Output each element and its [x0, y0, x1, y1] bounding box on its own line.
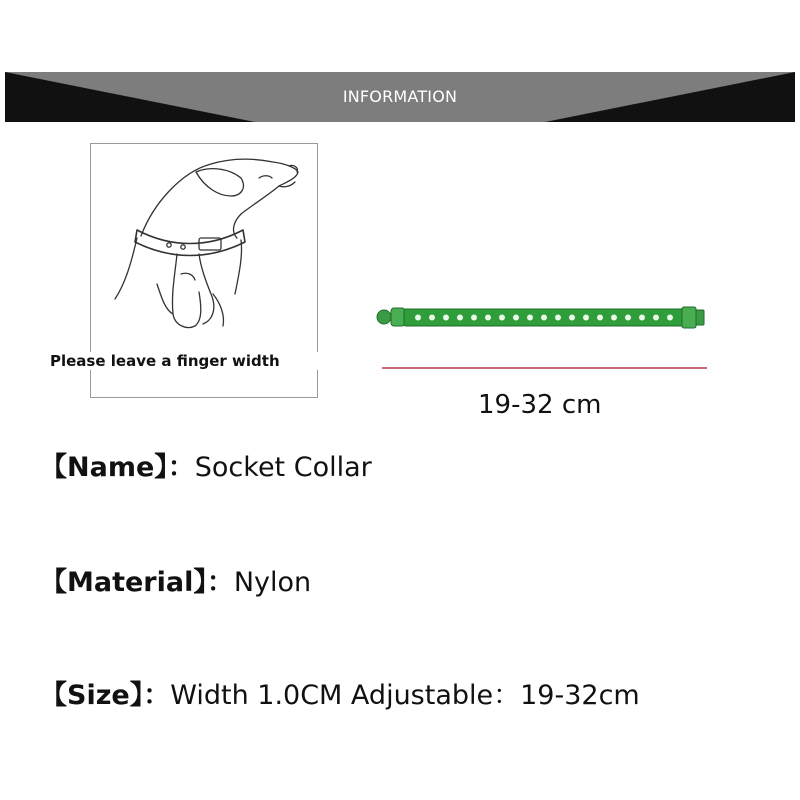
spec-name-label: 【Name】： — [40, 452, 195, 483]
spec-material-label: 【Material】： — [40, 567, 234, 598]
spec-material-value: Nylon — [233, 567, 312, 598]
spec-material-row — [40, 560, 311, 599]
banner-title: INFORMATION — [342, 87, 458, 106]
spec-size-value: Width 1.0CM Adjustable：19-32cm — [170, 680, 640, 711]
spec-name-value: Socket Collar — [194, 452, 372, 483]
information-banner — [5, 72, 795, 122]
finger-width-caption: Please leave a finger width — [50, 352, 320, 370]
paw-print-collar-icon — [374, 298, 714, 338]
spec-size-row — [40, 673, 640, 712]
measure-line — [382, 367, 707, 369]
measure-label: 19-32 cm — [478, 390, 602, 420]
spec-name-row — [40, 445, 372, 484]
spec-size-label: 【Size】： — [40, 680, 171, 711]
